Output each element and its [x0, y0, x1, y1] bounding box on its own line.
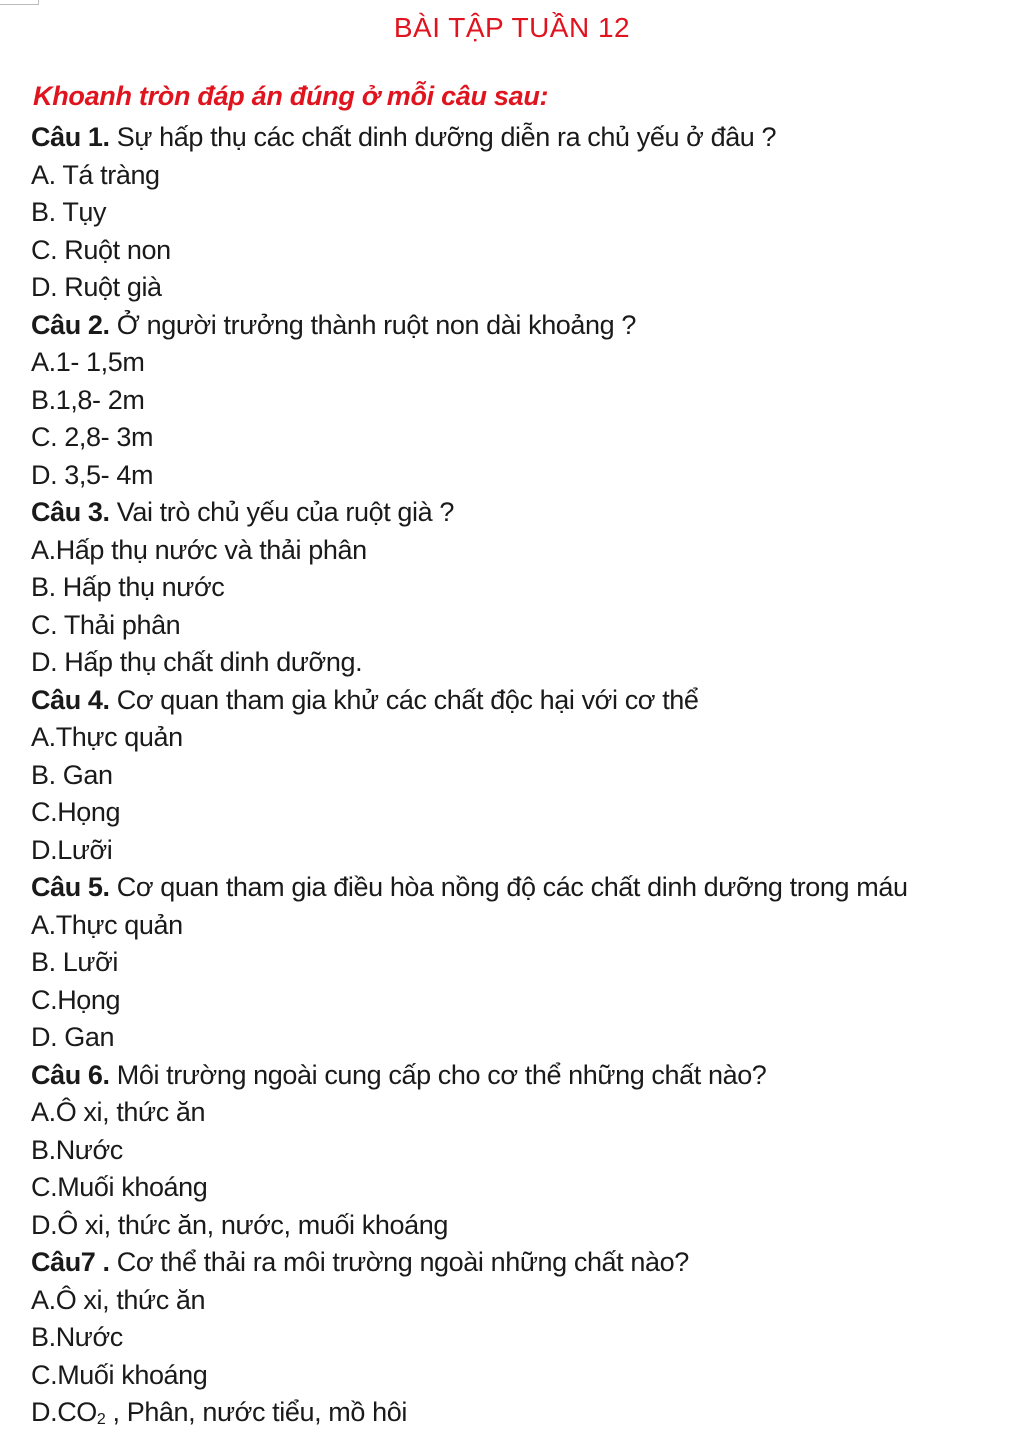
answer-option: C.Muối khoáng: [31, 1359, 208, 1390]
answer-option: A.Thực quản: [31, 722, 183, 752]
answer-option: A.Thực quản: [31, 909, 183, 940]
answer-option: D. 3,5- 4m: [31, 459, 154, 490]
answer-option: D. Ruột già: [31, 272, 162, 302]
question-label: Câu7 .: [31, 1247, 110, 1277]
answer-option: C.Muối khoáng: [31, 1172, 208, 1202]
answer-option: A.Hấp thụ nước và thải phân: [31, 534, 367, 565]
question-3: [31, 494, 1016, 532]
answer-option: D.Ô xi, thức ăn, nước, muối khoáng: [31, 1209, 448, 1240]
page-title: BÀI TẬP TUẦN 12: [393, 12, 631, 43]
question-7: [31, 1244, 1016, 1282]
question-text: Cơ thể thải ra môi trường ngoài những chất nào?: [109, 1247, 689, 1277]
answer-option: C. Thải phân: [31, 609, 181, 640]
answer-option: D. Hấp thụ chất dinh dưỡng.: [31, 647, 363, 677]
question-text: Cơ quan tham gia điều hòa nồng độ các chất dinh dưỡng trong máu: [109, 872, 908, 902]
answer-option-d: [31, 1394, 1016, 1432]
question-1: [31, 119, 1016, 157]
page-corner-mark: [0, 0, 39, 5]
question-5: [31, 869, 1016, 907]
question-6: [31, 1057, 1016, 1095]
answer-option: B. Hấp thụ nước: [31, 572, 225, 602]
answer-option: B.Nước: [31, 1134, 123, 1165]
answer-option: C. Ruột non: [31, 234, 171, 265]
question-label: Câu 3.: [31, 497, 110, 527]
option-prefix: D.CO: [31, 1397, 97, 1427]
instruction-text: Khoanh tròn đáp án đúng ở mỗi câu sau:: [33, 81, 549, 111]
option-suffix: , Phân, nước tiểu, mồ hôi: [105, 1397, 407, 1427]
answer-option: B.1,8- 2m: [31, 384, 145, 415]
question-text: Ở người trưởng thành ruột non dài khoảng ?: [109, 309, 636, 340]
answer-option: A.Ô xi, thức ăn: [31, 1097, 206, 1127]
answer-option: A.1- 1,5m: [31, 347, 145, 377]
answer-option: B.Nước: [31, 1322, 123, 1352]
question-label: Câu 6.: [31, 1059, 110, 1090]
question-text: Vai trò chủ yếu của ruột già ?: [109, 497, 454, 527]
question-label: Câu 5.: [31, 872, 110, 902]
question-list: [31, 119, 1016, 1432]
answer-option: B. Gan: [31, 759, 113, 790]
answer-option: C.Họng: [31, 797, 121, 827]
answer-option: D. Gan: [31, 1022, 115, 1052]
question-text: Sự hấp thụ các chất dinh dưỡng diễn ra chủ yếu ở đâu ?: [109, 122, 777, 152]
answer-option: A. Tá tràng: [31, 159, 160, 190]
question-text: Cơ quan tham gia khử các chất độc hại với cơ thể: [109, 684, 699, 715]
answer-option: A.Ô xi, thức ăn: [31, 1284, 206, 1315]
question-label: Câu 4.: [31, 684, 110, 715]
question-4: [31, 682, 1016, 720]
question-label: Câu 2.: [31, 309, 110, 340]
option-subscript: 2: [96, 1411, 106, 1428]
answer-option: C.Họng: [31, 984, 121, 1015]
answer-option: C. 2,8- 3m: [31, 422, 154, 452]
answer-option: B. Tụy: [31, 197, 107, 227]
answer-option: B. Lưỡi: [31, 947, 119, 977]
question-2: [31, 307, 1016, 345]
answer-option: D.Lưỡi: [31, 834, 113, 865]
question-label: Câu 1.: [31, 122, 110, 152]
question-text: Môi trường ngoài cung cấp cho cơ thể những chất nào?: [109, 1059, 767, 1090]
